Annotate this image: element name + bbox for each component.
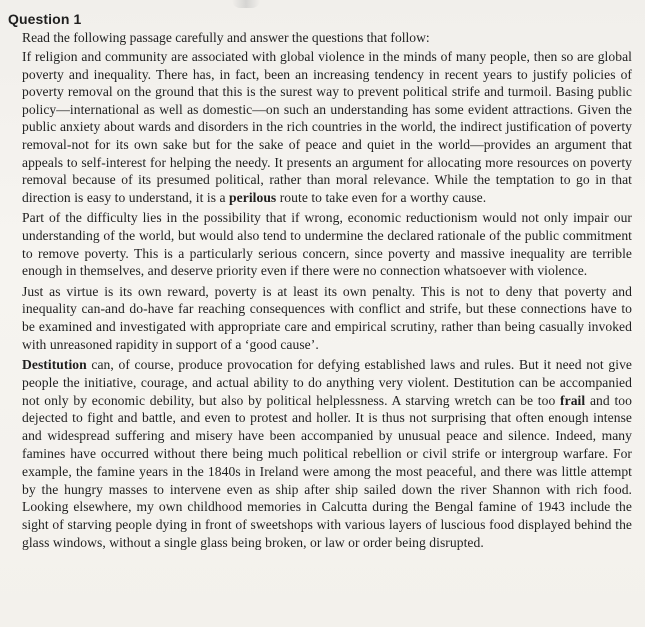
scan-artifact [232, 0, 260, 8]
paragraph-text: route to take even for a worthy cause. [276, 189, 487, 205]
question-instruction: Read the following passage carefully and answer the questions that follow: [22, 30, 430, 45]
question-block [8, 10, 632, 555]
paragraph-text: Part of the difficulty lies in the possibility that if wrong, economic reductionism would not only impair our understanding of the world, but would also tend to undermine the declared rationale of the public commitment to remove poverty. This is a particularly serious concern, since poverty and massive inequality are terrible enough in themselves, and deserve priority even if there were no connection whatsoever with violence. [22, 210, 632, 279]
bold-word-destitution: Destitution [22, 357, 87, 373]
passage-paragraph-2 [22, 209, 632, 279]
bold-word-frail: frail [560, 392, 586, 408]
passage-paragraph-4 [22, 356, 632, 552]
paragraph-text: If religion and community are associated with global violence in the minds of many people, then so are global poverty and inequality. There has, in fact, been an increasing tendency in recent years to justify policies of poverty removal on the ground that this is the surest way to prevent political strife and turmoil. Basing public policy—international as well as domestic—on such an understanding has some evident attractions. Given the public anxiety about wards and disorders in the rich countries in the world, the indirect justification of poverty removal-not for its own sake but for the sake of peace and quiet in the world—provides an argument that appeals to self-interest for helping the needy. It presents an argument for allocating more resources on poverty removal because of its presumed political, rather than moral relevance. While the temptation to go in that direction is easy to understand, it is a [22, 49, 632, 205]
paragraph-text: can, of course, produce provocation for defying established laws and rules. But it need not give people the initiative, courage, and actual ability to do anything very violent. Destitution can be accompanied not only by economic debility, but also by political helplessness. A starving wretch can be too [22, 357, 632, 408]
paragraph-text: and too dejected to fight and battle, and even to protest and holler. It is thus not surprising that often enough intense and widespread suffering and misery have been accompanied by unusual peace and silence. Indeed, many famines have occurred without there being much political rebellion or civil strife or intergroup warfare. For example, the famine years in the 1840s in Ireland were among the most peaceful, and there was little attempt by the hungry masses to intervene even as ship after ship sailed down the river Shannon with rich food. Looking elsewhere, my own childhood memories in Calcutta during the Bengal famine of 1943 include the sight of starving people dying in front of sweetshops with various layers of luscious food displayed behind the glass windows, without a single glass being broken, or law or order being disrupted. [22, 392, 632, 551]
passage-paragraph-1 [22, 48, 632, 206]
paragraph-text: Just as virtue is its own reward, poverty is at least its own penalty. This is not to deny that poverty and inequality can-and do-have far reaching consequences with conflict and strife, but these connections have to be examined and investigated with appropriate care and empirical scrutiny, rather than being casually invoked with unreasoned rapidity in support of a ‘good cause’. [22, 283, 632, 352]
question-title: Question 1 [8, 11, 82, 27]
bold-word-perilous: perilous [229, 189, 277, 205]
passage-paragraph-3 [22, 283, 632, 353]
